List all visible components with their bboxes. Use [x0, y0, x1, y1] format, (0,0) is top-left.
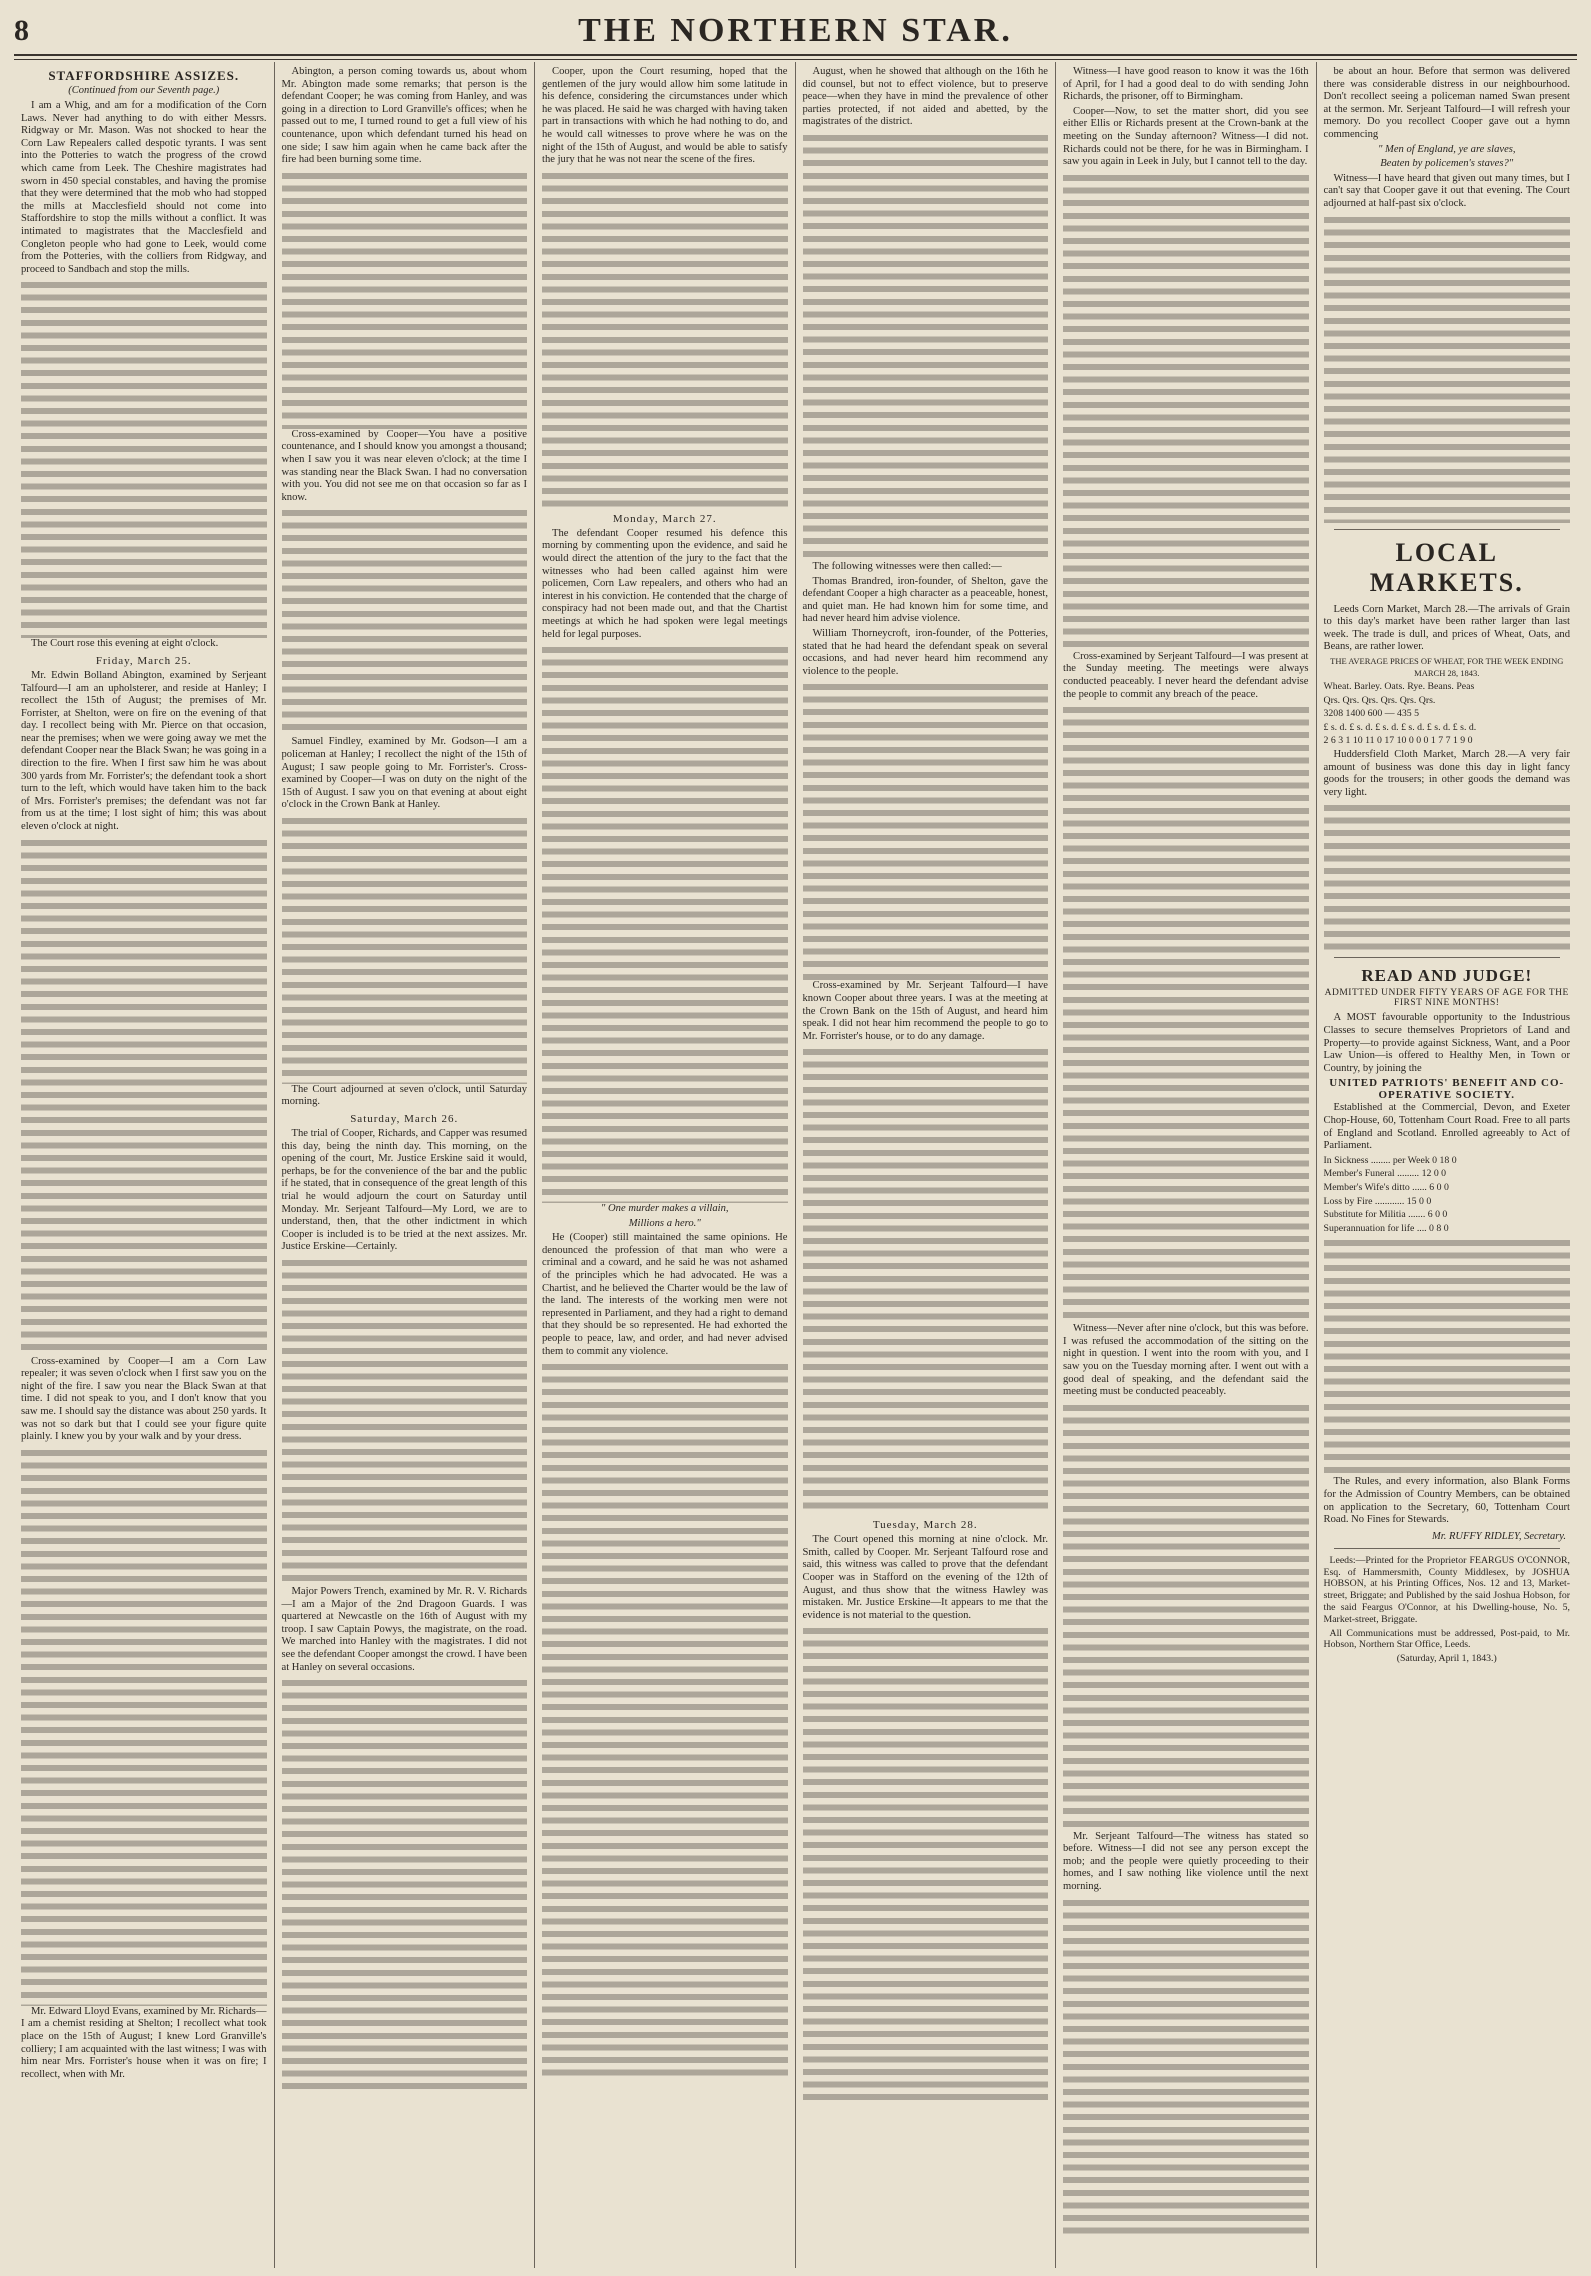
article-paragraph: I am a Whig, and am for a modification of the Corn Laws. Never had anything to do with either Messrs. Ridgway or Mr. Mason. Was not shocked to hear the Corn Law Repealers called despotic tyrants. I was sent into the Potteries to watch the progress of the crowd which came from Leek. The Cheshire magistrates had sworn in 450 special constables, and having the promise that they were determined that the mob who had stopped the mills at Macclesfield should not come into Staffordshire to stop the mills without a conflict. It was intimated to magistrates that the Macclesfield and Congleton people who had gone to Leek, would come from the Potteries, with the colliers from Ridgway, and proceed to Sandbach and stop the mills. — [21, 100, 267, 275]
benefit-row: Member's Wife's ditto ...... 6 0 0 — [1323, 1181, 1449, 1193]
article-paragraph: Mr. Edwin Bolland Abington, examined by Serjeant Talfourd—I am an upholsterer, and reside at Hanley; I recollect the 15th of August; the premises of Mr. Forrister, at Shelton, were on fire on the evening of that day. I recollect being with Mr. Pierce on that occasion, near the premises; when we were going away we met the defendant Cooper near the Black Swan; he was going in a direction to the fire. When I first saw him he was about 300 yards from Mr. Forrister's; the defendant took a short turn to the left, which would have taken him to the back of Mrs. Forrister's premises; the defendant was not far from us at the time; I lost sight of him; this was about eleven o'clock at night. — [21, 669, 267, 833]
article-paragraph: Thomas Brandred, iron-founder, of Shelton, gave the defendant Cooper a high character as a peaceable, honest, and quiet man. He had known him for some time, and had never heard him advise violence. — [802, 575, 1048, 625]
issue-date: (Saturday, April 1, 1843.) — [1396, 1653, 1497, 1665]
read-and-judge-subheading: ADMITTED UNDER FIFTY YEARS OF AGE FOR THE FIRST NINE MONTHS! — [1324, 988, 1569, 1009]
column-2 — [275, 62, 536, 2268]
article-paragraph: Abington, a person coming towards us, about whom Mr. Abington made some remarks; that person is the defendant Cooper; he was coming from Hanley, and was going in a direction to Lord Granville's offices; when he passed out to me, I turned round to get a full view of his countenance, upon which defendant turned his head on one side; I saw him again when he came back after the fire had been burning some time. — [281, 66, 527, 166]
market-paragraph: Leeds Corn Market, March 28.—The arrivals of Grain to this day's market have been rather larger than last week. The trade is dull, and prices of Wheat, Oats, and Beans, are rather lower. — [1323, 603, 1570, 653]
article-paragraph: The following witnesses were then called:— — [812, 560, 1002, 572]
day-heading: Saturday, March 26. — [350, 1113, 459, 1126]
benefit-row: Member's Funeral ......... 12 0 0 — [1323, 1168, 1447, 1180]
table-row: 3208 1400 600 — 435 5 — [1323, 708, 1420, 720]
column-3 — [535, 62, 796, 2268]
society-name: UNITED PATRIOTS' BENEFIT AND CO-OPERATIVE SOCIETY. — [1329, 1077, 1565, 1102]
column-1 — [14, 62, 275, 2268]
imprint-paragraph: All Communications must be addressed, Post-paid, to Mr. Hobson, Northern Star Office, Leeds. — [1323, 1627, 1570, 1651]
article-paragraph: Cross-examined by Cooper—I am a Corn Law repealer; it was seven o'clock when I first saw you on the night of the fire. I saw you near the Black Swan at that time. I did not speak to you, and I don't know that you saw me. I should say the distance was about 250 yards. It was not so dark but that I could see your figure quite plainly. I knew you by your walk and by your dress. — [21, 1355, 267, 1443]
article-paragraph: Cross-examined by Serjeant Talfourd—I was present at the Sunday meeting. The meetings were always conducted peaceably. I never heard the defendant advise the people to commit any breach of the peace. — [1063, 650, 1309, 700]
assizes-heading: STAFFORDSHIRE ASSIZES. — [48, 68, 240, 83]
article-paragraph: Major Powers Trench, examined by Mr. R. V. Richards—I am a Major of the 2nd Dragoon Guards. I was quartered at Newcastle on the 16th of August with my troop. I saw Captain Powys, the magistrate, on the road. We marched into Hanley with the magistrates. I did not see the defendant Cooper amongst the crowd. I have been at Hanley on several occasions. — [281, 1586, 527, 1673]
article-paragraph: Cross-examined by Mr. Serjeant Talfourd—I have known Cooper about three years. I was at the meeting at the Crown Bank on the 15th of August, and heard him speak. I did not hear him recommend the people to go to Mr. Forrister's house, or to do any damage. — [802, 980, 1048, 1042]
local-markets-heading: LOCAL MARKETS. — [1369, 537, 1524, 597]
verse-line: " One murder makes a villain, — [600, 1203, 729, 1215]
secretary-signature: Mr. RUFFY RIDLEY, Secretary. — [1432, 1530, 1566, 1542]
column-5 — [1056, 62, 1317, 2268]
table-row: 2 6 3 1 10 11 0 17 10 0 0 0 1 7 7 1 9 0 — [1323, 735, 1473, 747]
advert-paragraph: A MOST favourable opportunity to the Industrious Classes to secure themselves Proprietors of Land and Property—to provide against Sickness, Want, and a Poor Law Union—is offered to Healthy Men, in Town or Country, by joining the — [1323, 1012, 1570, 1074]
advert-paragraph: The Rules, and every information, also Blank Forms for the Admission of Country Members, can be obtained on application to the Secretary, 60, Tottenham Court Road. No Fines for Stewards. — [1323, 1476, 1570, 1526]
price-table — [1324, 656, 1571, 747]
article-paragraph: Mr. Edward Lloyd Evans, examined by Mr. Richards—I am a chemist residing at Shelton; I recollect what took place on the 15th of August; I knew Lord Granville's colliery; I am acquainted with the last witness; I was with him near Mrs. Forrister's house when it was on fire; I recollect, when with Mr. — [21, 2005, 267, 2080]
article-paragraph: The trial of Cooper, Richards, and Capper was resumed this day, being the ninth day. This morning, on the opening of the court, Mr. Justice Erskine said it would, perhaps, be for the convenience of the bar and the public if he stated, that in consequence of the great length of this trial he would adjourn the court on Saturday until Monday. Mr. Serjeant Talfourd—My Lord, we are to understand, then, that the other indictment in which Cooper is included is to be tried at the next assizes. Mr. Justice Erskine—Certainly. — [281, 1128, 528, 1253]
table-row: Wheat. Barley. Oats. Rye. Beans. Peas — [1323, 681, 1475, 693]
table-row: Qrs. Qrs. Qrs. Qrs. Qrs. Qrs. — [1323, 694, 1436, 706]
columns — [14, 62, 1577, 2268]
benefit-row: In Sickness ........ per Week 0 18 0 — [1323, 1154, 1457, 1166]
article-paragraph: Cooper, upon the Court resuming, hoped that the gentlemen of the jury would allow him some latitude in his defence, considering the circumstances under which he was placed. He said he was charged with having taken part in transactions with which he had nothing to do, and he would call witnesses to prove where he was on the night of the 15th of August, and would be able to satisfy the jury that he was not near the scene of the fires. — [542, 66, 788, 166]
article-paragraph: Mr. Serjeant Talfourd—The witness has stated so before. Witness—I did not see any person except the mob; and the people were quietly proceeding to their homes, and I saw nothing like violence until the next morning. — [1063, 1830, 1309, 1893]
article-paragraph: William Thorneycroft, iron-founder, of the Potteries, stated that he had heard the defendant speak on several occasions, and had never heard him recommend any violence to the people. — [802, 627, 1048, 677]
article-paragraph: Samuel Findley, examined by Mr. Godson—I am a policeman at Hanley; I recollect the night of the 15th of August; I saw people going to Mr. Forrister's. Cross-examined by Cooper—I was on duty on the night of the 15th of August. I saw you on that evening at about eight o'clock in the Crown Bank at Hanley. — [281, 736, 527, 811]
market-paragraph: Huddersfield Cloth Market, March 28.—A very fair amount of business was done this day in light fancy goods for the trousers; in other goods the demand was very light. — [1323, 749, 1570, 798]
benefit-table — [1324, 1155, 1571, 1235]
imprint-paragraph: Leeds:—Printed for the Proprietor FEARGUS O'CONNOR, Esq. of Hammersmith, County Middlesex, by JOSHUA HOBSON, at his Printing Offices, Nos. 12 and 13, Market-street, Briggate; and Published by the said Joshua Hobson, for the said Feargus O'Connor, at his Dwelling-house, No. 5, Market-street, Briggate. — [1323, 1554, 1570, 1625]
article-paragraph: be about an hour. Before that sermon was delivered there was considerable distress in our neighbourhood. Don't recollect seeing a policeman named Swan present at the sermon. Mr. Serjeant Talfourd—I will refresh your memory. Do you recollect Cooper gave out a hymn commencing — [1323, 66, 1570, 140]
day-heading: Tuesday, March 28. — [872, 1519, 978, 1532]
article-paragraph: The Court opened this morning at nine o'clock. Mr. Smith, called by Cooper. Mr. Serjeant Talfourd rose and said, this witness was called to prove that the defendant Cooper was in Stafford on the evening of the 12th of August, and thus show that the witness Hawley was mistaken. Mr. Justice Erskine—It appears to me that the evidence is not material to the question. — [802, 1534, 1048, 1621]
verse-line: Millions a hero." — [628, 1217, 701, 1229]
article-paragraph: He (Cooper) still maintained the same opinions. He denounced the profession of that man who were a criminal and a coward, and he said he was not ashamed of the principles which he had advocated. He was a Chartist, and he believed the Charter would be the law of the land. The interests of the working men were not represented in Parliament, and they had a right to demand that they should be so represented. He had exhorted the people to peace, law, and order, and had never advised them to commit any violence. — [542, 1232, 788, 1357]
masthead — [14, 8, 1577, 56]
article-paragraph: Cross-examined by Cooper—You have a positive countenance, and I should know you amongst a thousand; when I saw you it was near eleven o'clock; at the time I was standing near the Black Swan. I had no conversation with you. You did not see me on that occasion so far as I know. — [281, 428, 527, 503]
article-paragraph: The defendant Cooper resumed his defence this morning by commenting upon the evidence, and said he would direct the attention of the jury to the fact that the witnesses who had been called against him were policemen, Corn Law repealers, and others who had an interest in his conviction. He contended that the charge of conspiracy had not been made out, and that the Chartist meetings at which he had spoken were legal meetings held for legal purposes. — [542, 527, 788, 640]
continued-note: (Continued from our Seventh page.) — [68, 85, 220, 96]
newspaper-title: THE NORTHERN STAR. — [578, 12, 1013, 49]
benefit-row: Substitute for Militia ....... 6 0 0 — [1323, 1209, 1448, 1221]
verse-line: " Men of England, ye are slaves, — [1377, 143, 1516, 155]
column-6 — [1317, 62, 1578, 2268]
benefit-row: Superannuation for life .... 0 8 0 — [1323, 1222, 1449, 1234]
advert-paragraph: Established at the Commercial, Devon, and Exeter Chop-House, 60, Tottenham Court Road. Free to all parts of England and Scotland. Enrolled agreeably to Act of Parliament. — [1323, 1102, 1570, 1152]
verse-line: Beaten by policemen's staves?" — [1380, 158, 1514, 170]
article-paragraph: Witness—I have good reason to know it was the 16th of April, for I had a good deal to do with sending John Richards, the prisoner, off to Birmingham. — [1063, 66, 1309, 103]
article-paragraph: The Court rose this evening at eight o'clock. — [31, 638, 219, 650]
article-paragraph: Witness—Never after nine o'clock, but this was before. I was refused the accommodation of the sitting on the night in question. I went into the room with you, and I saw you on the Tuesday morning after. I went out with a good deal of speaking, and the defendant said the meeting must be conducted peaceably. — [1063, 1323, 1309, 1398]
benefit-row: Loss by Fire ............ 15 0 0 — [1323, 1195, 1432, 1207]
read-and-judge-heading: READ AND JUDGE! — [1361, 966, 1533, 986]
page-number: 8 — [14, 14, 29, 47]
article-paragraph: Witness—I have heard that given out many times, but I can't say that Cooper gave it out that evening. The Court adjourned at half-past six o'clock. — [1323, 172, 1570, 209]
table-row: £ s. d. £ s. d. £ s. d. £ s. d. £ s. d. £ s. d. — [1323, 721, 1477, 733]
article-paragraph: Cooper—Now, to set the matter short, did you see either Ellis or Richards present at the Crown-bank at the meeting on the Sunday afternoon? Witness—I did not. Richards could not be there, for he was in Birmingham. I saw you again in Leek in July, but I cannot tell to the day. — [1063, 105, 1309, 168]
column-4 — [796, 62, 1057, 2268]
article-paragraph: August, when he showed that although on the 16th he did counsel, but not to effect violence, but to preserve peace—when they have in mind the prevalence of other parties protected, if not aided and abetted, by the magistrates of the district. — [802, 66, 1048, 128]
article-paragraph: The Court adjourned at seven o'clock, until Saturday morning. — [281, 1083, 527, 1108]
table-heading: THE AVERAGE PRICES OF WHEAT, FOR THE WEEK ENDING MARCH 28, 1843. — [1330, 655, 1564, 678]
day-heading: Friday, March 25. — [95, 654, 192, 667]
day-heading: Monday, March 27. — [612, 512, 717, 525]
